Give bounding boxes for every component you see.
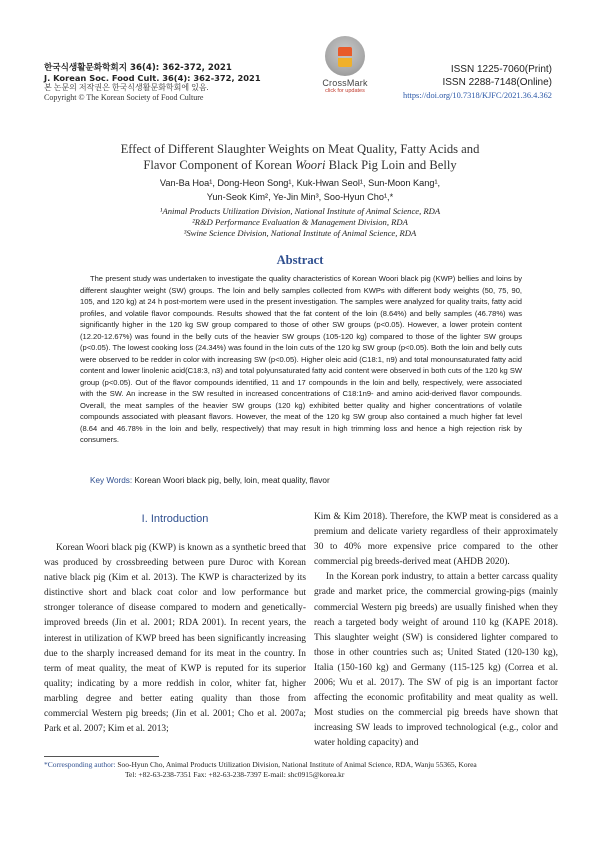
affiliation-3: ³Swine Science Division, National Institute of Animal Science, RDA [183,228,417,238]
author-list [60,176,540,204]
crossmark-badge[interactable] [316,36,374,94]
footnote-label: *Corresponding author: [44,760,116,769]
copyright-korean: 본 논문의 저작권은 한국식생활문화학회에 있음. [44,83,209,92]
section-heading-introduction: I. Introduction [141,513,209,525]
right-column [314,510,558,752]
intro-paragraph-2: In the Korean pork industry, to attain a better carcass quality grade and market price, the commercial growing-pigs (mainly commercial Western pig breeds) are usually finished when they reach a targeted body weight of around 110 kg (KAPE 2018). This slaughter weight (SW) is considered lighter compared to those in other countries such as; United Stated (120-130 kg), Italia (150-160 kg) and Germany (115-125 kg) (Correa et al. 2006; Wu et al. 2017). The SW of pig is an important factor affecting the economic profitability and meat quality as well. Most studies on the commercial pig breeds have shown that increasing SW leads to improved technological (e.g., color and water holding capacity) and [314,572,558,749]
intro-paragraph-continued: Kim & Kim 2018). Therefore, the KWP meat is considered as a premium and delicate variety regardless of their approximately 30 to 40% more expensive price compared to the other commercial pig breeds-derived meat (AHDB 2020). [314,512,558,568]
issn-print: ISSN 1225-7060(Print) [450,64,552,75]
footnote-divider [44,756,159,757]
footnote-line-1: Soo-Hyun Cho, Animal Products Utilization Division, National Institute of Animal Science, RDA, Wanju 55365, Korea [115,760,477,769]
keywords [90,476,520,485]
journal-name-english: J. Korean Soc. Food Cult. 36(4): 362-372, 2021 [44,73,261,83]
article-title [60,141,540,173]
abstract-body: The present study was undertaken to investigate the quality characteristics of Korean Woori black pig (KWP) bellies and loins by different slaughter weight (SW) groups. The loin and belly samples collected from KWPs with different body weights (50, 75, 90, 105, and 120 kg) at 24 h post-mortem were used in the present investigation. The samples were analyzed for quality traits, fatty acid profiles, and volatile flavor compounds. Results showed that the fat content of the loin (8.64%) and belly samples (46.78%) was significantly higher in the 120 kg SW group compared to those of other SW groups (p<0.05). However, a lower protein content (12.20-12.67%) was found in the belly cuts of the heavier SW groups (105-120 kg) compared to those of the lighter SW groups (p<0.05). The lowest cooking loss (24.34%) was found in the loin cuts of the 120 kg SW group (p<0.05). Both the loin and belly cuts were observed to be redder in color with increasing SW (p<0.05). Higher oleic acid (C18:1, n9) and total monounsaturated fatty acid content and lower linolenic acid(C18:3, n3) and total polyunsaturated fatty acid content were observed in both cuts of the 120 kg SW group (p<0.05). Out of the flavor compounds identified, 11 and 17 compounds in the loin and belly, respectively, were associated with the SW. An increase in the SW resulted in increased concentrations of C18:1n9- and amino acid-derived flavor compounds. Overall, the meat samples of the heavier SW groups (120 kg) exhibited better quality and higher concentrations of volatile compounds associated with pleasant flavors. However, the meat of the 120 kg SW group also contained a much higher fat level (8.64 and 46.78% in the loin and belly, respectively) that may result in high trimming loss and hence a high rejection risk by consumers. [80,274,522,444]
affiliation-1: ¹Animal Products Utilization Division, National Institute of Animal Science, RDA [159,206,441,216]
crossmark-icon [325,36,365,76]
abstract-heading: Abstract [276,253,324,267]
keywords-list: Korean Woori black pig, belly, loin, meat quality, flavor [134,476,330,485]
copyright-english: Copyright © The Korean Society of Food Culture [44,93,204,102]
title-line-2: Flavor Component of Korean Woori Black Pig Loin and Belly [143,158,457,172]
doi-link[interactable]: https://doi.org/10.7318/KJFC/2021.36.4.362 [403,91,552,100]
journal-header [44,63,274,103]
issn-online: ISSN 2288-7148(Online) [442,77,552,88]
crossmark-label: CrossMark [322,78,368,88]
affiliations [60,206,540,239]
crossmark-sublabel: click for updates [325,88,365,94]
footnote-line-2: Tel: +82-63-238-7351 Fax: +82-63-238-7397 E-mail: shc0915@korea.kr [125,770,345,779]
affiliation-2: ²R&D Performance Evaluation & Management Division, RDA [192,217,408,227]
footnote [44,760,564,780]
title-line-1: Effect of Different Slaughter Weights on Meat Quality, Fatty Acids and [120,142,480,156]
authors-line-2: Yun-Seok Kim², Ye-Jin Min³, Soo-Hyun Cho¹,* [206,192,394,202]
journal-name-korean: 한국식생활문화학회지 36(4): 362-372, 2021 [44,63,232,73]
authors-line-1: Van-Ba Hoa¹, Dong-Heon Song¹, Kuk-Hwan Seol¹, Sun-Moon Kang¹, [159,178,441,188]
issn-block [403,63,552,102]
keywords-label: Key Words: [90,476,133,485]
intro-paragraph-1: Korean Woori black pig (KWP) is known as a synthetic breed that was produced by crossbreeding between pure Duroc with Korean native black pig (Kim et al. 2013). The KWP is characterized by its distinctive short and black coat color and low performance but stronger tolerance of disease compared to modern and genetically-improved breeds (Jin et al. 2001; RDA 2001). In recent years, the interest in utilization of KWP breed has been significantly increasing due to the sharply increased demand for its meat in the country. In term of meat quality, the meat of KWP is reputed for its superior quality; indicating by a more reddish in color, whiter fat, higher marbling degree and better eating quality than those from commercial Western pig breeds; (Jin et al. 2001; Cho et al. 2007a; Park et al. 2007; Kim et al. 2013; [44,543,306,735]
left-column [44,541,306,737]
